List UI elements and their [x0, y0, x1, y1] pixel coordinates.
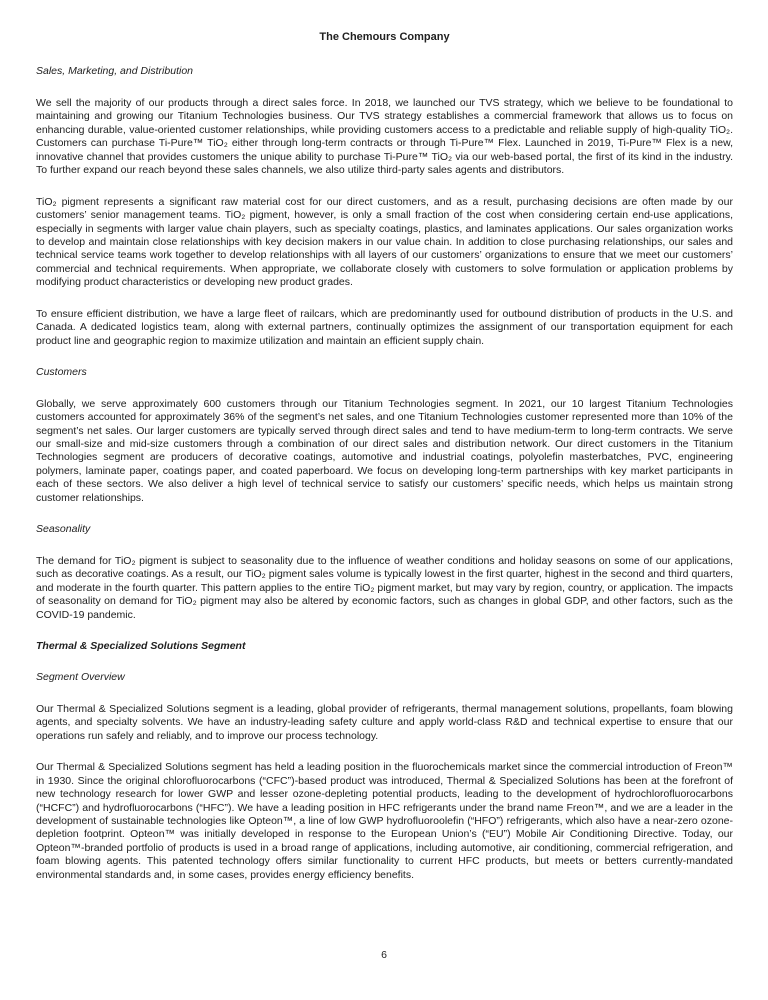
paragraph-customers: Globally, we serve approximately 600 customers through our Titanium Technologies segment. In 2021, our 10 largest Titanium Technologies customers accounted for approximately 36% of the segment’s net sales, and one Titanium Technologies customer represented more than 10% of the segment’s net sales. Our larger customers are typically served through direct sales and tend to have medium-term to long-term contracts. We serve our small-size and mid-size customers through a combination of our direct sales and distribution network. Our direct customers in the Titanium Technologies segment are producers of decorative coatings, automotive and industrial coatings, polyolefin masterbatches, PVC, engineering polymers, laminate paper, coatings paper, and coated paperboard. We focus on developing long-term partnerships with key market participants in each of these sectors. We also deliver a high level of technical service to satisfy our customers’ specific needs, which helps us maintain strong customer relationships.	[36, 397, 733, 504]
document-title: The Chemours Company	[319, 31, 450, 43]
paragraph-seasonality: The demand for TiO₂ pigment is subject to seasonality due to the influence of weather conditions and holiday seasons on some of our applications, such as decorative coatings. As a result, our TiO₂ pigment sales volume is typically lowest in the first quarter, highest in the second and third quarters, and moderate in the fourth quarter. This pattern applies to the entire TiO₂ pigment market, but may vary by region, country, or application. The impacts of seasonality on demand for TiO₂ pigment may also be altered by economic factors, such as changes in global GDP, and other factors, such as the COVID-19 pandemic.	[36, 554, 733, 621]
heading-sales-marketing-distribution: Sales, Marketing, and Distribution	[36, 65, 193, 78]
page-number: 6	[381, 949, 387, 961]
paragraph-segment-overview-intro: Our Thermal & Specialized Solutions segment is a leading, global provider of refrigerants, thermal management solutions, propellants, foam blowing agents, and specialty solvents. We have an industry-leading safety culture and apply world-class R&D and technical expertise to ensure that our operations run safely and reliably, and to improve our process technology.	[36, 702, 733, 742]
heading-seasonality: Seasonality	[36, 523, 91, 536]
paragraph-segment-history: Our Thermal & Specialized Solutions segment has held a leading position in the fluorochemicals market since the commercial introduction of Freon™ in 1930. Since the original chlorofluorocarbons (“CFC”)-based product was introduced, Thermal & Specialized Solutions has been at the forefront of new technology research for lower GWP and lesser ozone-depleting potential products, leading to the development of hydrochlorofluorocarbons (“HCFC”) and hydrofluorocarbons (“HFC”). We have a leading position in HFC refrigerants under the brand name Freon™, and we are a leader in the development of sustainable technologies like Opteon™, a line of low GWP hydrofluoroolefin (“HFO”) refrigerants, which also have a near-zero ozone-depletion footprint. Opteon™ was initially developed in response to the European Union’s (“EU”) Mobile Air Conditioning Directive. Today, our Opteon™-branded portfolio of products is used in a broad range of applications, including automotive, air conditioning, commercial refrigeration, and foam blowing agents. This patented technology offers similar functionality to current HFC products, but meets or betters currently-mandated environmental standards and, in some cases, provides energy efficiency benefits.	[36, 761, 733, 881]
heading-segment-overview: Segment Overview	[36, 671, 125, 684]
heading-thermal-specialized-solutions-segment: Thermal & Specialized Solutions Segment	[36, 639, 246, 652]
heading-customers: Customers	[36, 366, 87, 379]
paragraph-distribution-logistics: To ensure efficient distribution, we have a large fleet of railcars, which are predominantly used for outbound distribution of products in the U.S. and Canada. A dedicated logistics team, along with external partners, continually optimizes the assignment of our transportation equipment for each product line and geographic region to maximize utilization and maintain an efficient supply chain.	[36, 307, 733, 347]
paragraph-pigment-purchasing: TiO₂ pigment represents a significant raw material cost for our direct customers, and as a result, purchasing decisions are often made by our customers’ senior management teams. TiO₂ pigment, however, is only a small fraction of the cost when considering certain end-use applications, especially in segments with larger value chain players, such as specialty coatings, plastics, and laminates applications. Our sales organization works to develop and maintain close relationships with key decision makers in our value chain. In addition to close purchasing relationships, our sales and technical service teams work together to develop relationships with all layers of our customers’ organizations to ensure that we meet our customers’ commercial and technical requirements. When appropriate, we collaborate closely with customers to solve formulation or application problems by modifying product characteristics or developing new product grades.	[36, 195, 733, 289]
paragraph-sales-channels: We sell the majority of our products through a direct sales force. In 2018, we launched our TVS strategy, which we believe to be foundational to maintaining and growing our Titanium Technologies business. Our TVS strategy establishes a commercial framework that allows us to focus on enhancing durable, value-oriented customer relationships, while providing customers access to a predictable and reliable supply of high-quality TiO₂. Customers can purchase Ti-Pure™ TiO₂ either through long-term contracts or through Ti-Pure™ Flex. Launched in 2019, Ti-Pure™ Flex is a new, innovative channel that provides customers the unique ability to purchase Ti-Pure™ TiO₂ via our web-based portal, the first of its kind in the industry. To further expand our reach beyond these sales channels, we also utilize third-party sales agents and distributors.	[36, 96, 733, 177]
